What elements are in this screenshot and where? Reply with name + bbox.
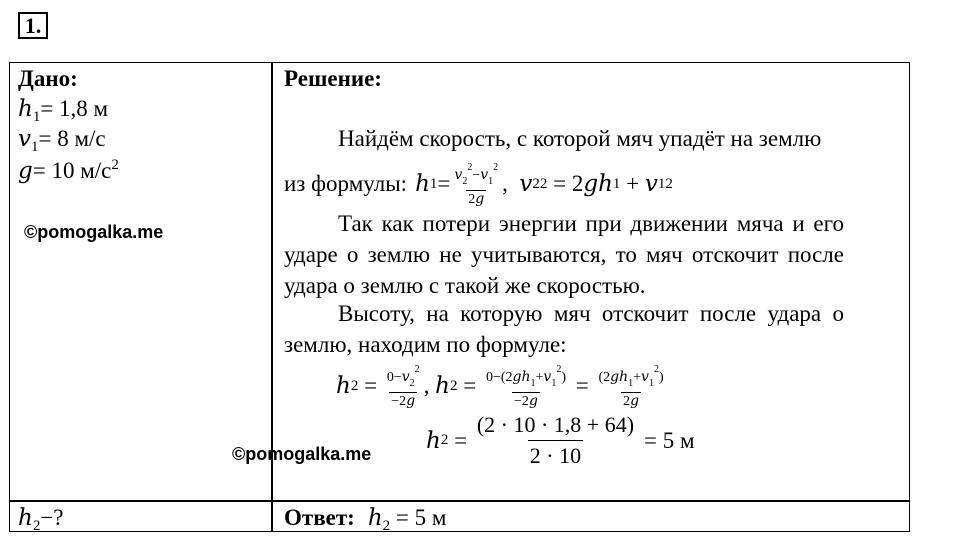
formula-h1-fraction: $\frac{v_2^2-v_1^2}{2g}$ bbox=[454, 162, 499, 207]
calc-line: h 2 = $\frac{(2 \cdot 10 \cdot 1,8 + 64)}{2 \cdot 10}$ = 5 м bbox=[426, 410, 695, 471]
calc-denominator: 2 · 10 bbox=[528, 440, 583, 471]
calc-fraction bbox=[475, 410, 636, 471]
formula-h2-fraction-1: $\frac{0-v_2^2}{-2g}$ bbox=[386, 364, 420, 409]
calc-numerator: (2 · 10 · 1,8 + 64) bbox=[476, 412, 635, 437]
formula-h2-fraction-2: $\frac{0-(2gh_1+v_1^2)}{-2g}$ bbox=[485, 364, 566, 409]
find-text: −? bbox=[40, 505, 64, 530]
answer-label: Ответ: bbox=[284, 505, 355, 530]
given-heading: Дано: bbox=[18, 66, 78, 91]
para3: Высоту, на которую мяч отскочит после удара о землю, находим по формуле: bbox=[284, 301, 844, 357]
given-g: g= 10 $м/с^2$ bbox=[18, 157, 119, 184]
para1-prefix: из формулы: bbox=[284, 171, 408, 196]
table-row-divider bbox=[9, 500, 910, 502]
given-g-value: = 10 м/с bbox=[32, 158, 112, 183]
given-h1: $h_1= 1,8$ м bbox=[18, 96, 109, 125]
watermark-center: ©pomogalka.me bbox=[232, 444, 372, 464]
formula-h2-line: h 2 = $\frac{0-v_2^2}{-2g}$ , h 2 = $\frac{0-(2gh_1+v_1^2)}{-2g}$ = $\frac{(2gh_1+v_1^2)}{2g}$ bbox=[336, 364, 664, 409]
solution-heading: Решение: bbox=[284, 66, 382, 91]
answer-value: = 5 м bbox=[395, 505, 447, 530]
calc-result: = 5 м bbox=[644, 427, 695, 453]
para1-line1: Найдём скорость, с которой мяч упадёт на землю bbox=[338, 126, 822, 151]
watermark-left: ©pomogalka.me bbox=[24, 222, 164, 242]
para1-formula-line: из формулы: h 1 = $\frac{v_2^2-v_1^2}{2g}$ , v 2 2 = 2 gh 1 + v 1 2 bbox=[284, 162, 673, 207]
given-v1-value: = 8 м/с bbox=[38, 126, 106, 151]
answer-line: Ответ: $h_2 = 5$ м bbox=[284, 505, 447, 534]
para2: Так как потери энергии при движении мяча и его ударе о землю не учитываются, то мяч отскочит после удара о землю с такой же скоростью. bbox=[284, 211, 844, 298]
formula-h2-fraction-3: $\frac{(2gh_1+v_1^2)}{2g}$ bbox=[598, 364, 664, 409]
given-v1: $v_1= 8$ м/с bbox=[18, 126, 106, 155]
given-h1-value: = 1,8 м bbox=[40, 96, 109, 121]
find-h2: $h_2-$? bbox=[18, 505, 64, 534]
problem-number: 1. bbox=[18, 12, 48, 39]
